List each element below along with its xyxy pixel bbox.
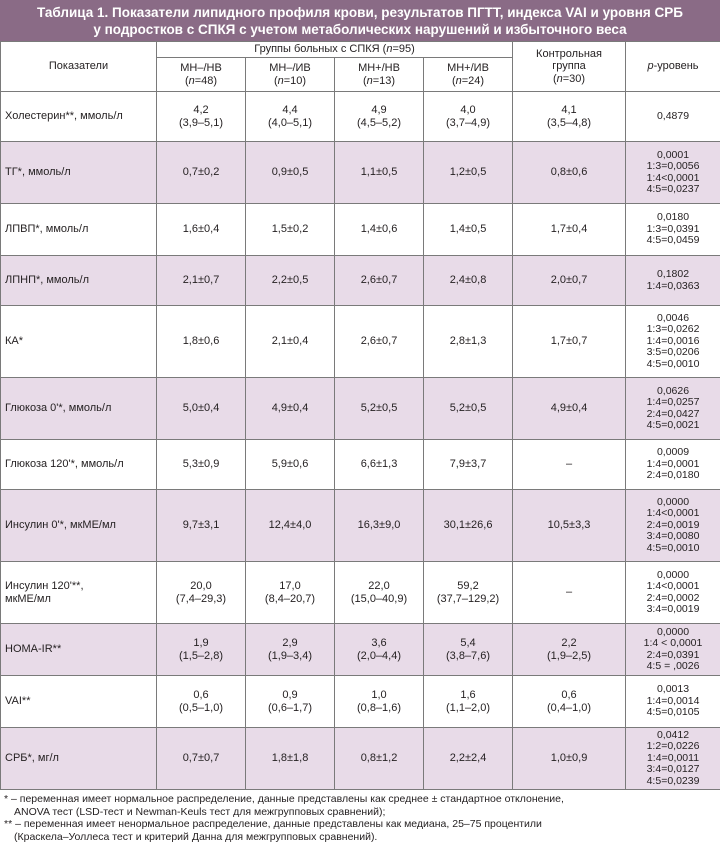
- cell-c5: –: [513, 562, 626, 624]
- cell-c2: 4,4 (4,0–5,1): [246, 92, 335, 142]
- cell-c1: 5,3±0,9: [157, 440, 246, 490]
- footnote-2-line-1: ** – переменная имеет ненормальное распределение, данные представлены как медиана, 25–75 процентили: [4, 818, 542, 830]
- cell-c2: 0,9±0,5: [246, 142, 335, 204]
- cell-c3: 22,0 (15,0–40,9): [335, 562, 424, 624]
- header-control: Контрольная группа (n=30): [513, 42, 626, 92]
- cell-p-value: 0,0626 1:4=0,0257 2:4=0,0427 4:5=0,0021: [626, 378, 720, 440]
- table-row: [1, 728, 720, 790]
- cell-p-value: 0,0046 1:3=0,0262 1:4=0,0016 3:5=0,0206 4:5=0,0010: [626, 306, 720, 378]
- row-param-label: Инсулин 0'*, мкМЕ/мл: [1, 490, 157, 562]
- cell-c5: 10,5±3,3: [513, 490, 626, 562]
- cell-c4: 5,4 (3,8–7,6): [424, 624, 513, 676]
- cell-c1: 0,6 (0,5–1,0): [157, 676, 246, 728]
- cell-c2: 0,9 (0,6–1,7): [246, 676, 335, 728]
- header-param: Показатели: [1, 42, 157, 92]
- cell-c4: 1,6 (1,1–2,0): [424, 676, 513, 728]
- table-row: [1, 562, 720, 624]
- cell-c4: 2,4±0,8: [424, 256, 513, 306]
- header-col-1: МН–/НВ (n=48): [157, 58, 246, 92]
- cell-c5: 0,8±0,6: [513, 142, 626, 204]
- row-param-label: ЛПВП*, ммоль/л: [1, 204, 157, 256]
- cell-c4: 5,2±0,5: [424, 378, 513, 440]
- cell-c4: 1,4±0,5: [424, 204, 513, 256]
- cell-c5: 1,7±0,4: [513, 204, 626, 256]
- header-groups: Группы больных с СПКЯ (n=95): [157, 42, 513, 58]
- cell-c3: 1,0 (0,8–1,6): [335, 676, 424, 728]
- table-row: [1, 142, 720, 204]
- table-row: [1, 676, 720, 728]
- cell-c1: 20,0 (7,4–29,3): [157, 562, 246, 624]
- cell-c1: 9,7±3,1: [157, 490, 246, 562]
- row-param-label: Инсулин 120'**, мкМЕ/мл: [1, 562, 157, 624]
- row-param-label: ТГ*, ммоль/л: [1, 142, 157, 204]
- table-title: [0, 0, 720, 41]
- footnotes: [0, 790, 720, 843]
- cell-p-value: 0,4879: [626, 92, 720, 142]
- table-title-line-2: у подростков с СПКЯ с учетом метаболических нарушений и избыточного веса: [93, 22, 627, 37]
- cell-p-value: 0,0013 1:4=0,0014 4:5=0,0105: [626, 676, 720, 728]
- table-row: [1, 490, 720, 562]
- row-param-label: Холестерин**, ммоль/л: [1, 92, 157, 142]
- row-param-label: СРБ*, мг/л: [1, 728, 157, 790]
- cell-c3: 2,6±0,7: [335, 256, 424, 306]
- cell-c2: 1,5±0,2: [246, 204, 335, 256]
- cell-p-value: 0,0000 1:4 < 0,0001 2:4=0,0391 4:5 = ,0026: [626, 624, 720, 676]
- cell-c2: 2,9 (1,9–3,4): [246, 624, 335, 676]
- table-title-line-1: Таблица 1. Показатели липидного профиля крови, результатов ПГТТ, индекса VAI и уровня СРБ: [37, 5, 683, 20]
- row-param-label: Глюкоза 0'*, ммоль/л: [1, 378, 157, 440]
- cell-c1: 5,0±0,4: [157, 378, 246, 440]
- table-row: [1, 624, 720, 676]
- header-col-4: МН+/ИВ (n=24): [424, 58, 513, 92]
- cell-c5: 1,7±0,7: [513, 306, 626, 378]
- row-param-label: ЛПНП*, ммоль/л: [1, 256, 157, 306]
- cell-c5: 4,1 (3,5–4,8): [513, 92, 626, 142]
- cell-p-value: 0,0000 1:4<0,0001 2:4=0,0019 3:4=0,0080 4:5=0,0010: [626, 490, 720, 562]
- row-param-label: HOMA-IR**: [1, 624, 157, 676]
- cell-c3: 6,6±1,3: [335, 440, 424, 490]
- footnote-1-line-1: * – переменная имеет нормальное распределение, данные представлены как среднее ± стандартное отклонение,: [4, 793, 564, 805]
- cell-c1: 1,6±0,4: [157, 204, 246, 256]
- table-row: [1, 204, 720, 256]
- cell-c1: 1,9 (1,5–2,8): [157, 624, 246, 676]
- cell-c4: 7,9±3,7: [424, 440, 513, 490]
- footnote-1-line-2: ANOVA тест (LSD-тест и Newman-Keuls тест для межгрупповых сравнений);: [14, 805, 386, 818]
- cell-p-value: 0,0001 1:3=0,0056 1:4<0,0001 4:5=0,0237: [626, 142, 720, 204]
- cell-c3: 2,6±0,7: [335, 306, 424, 378]
- table-row: [1, 306, 720, 378]
- cell-c4: 2,2±2,4: [424, 728, 513, 790]
- cell-c3: 4,9 (4,5–5,2): [335, 92, 424, 142]
- cell-c4: 1,2±0,5: [424, 142, 513, 204]
- cell-p-value: 0,1802 1:4=0,0363: [626, 256, 720, 306]
- cell-p-value: 0,0412 1:2=0,0226 1:4=0,0011 3:4=0,0127 4:5=0,0239: [626, 728, 720, 790]
- cell-c4: 2,8±1,3: [424, 306, 513, 378]
- cell-c4: 59,2 (37,7–129,2): [424, 562, 513, 624]
- header-col-2: МН–/ИВ (n=10): [246, 58, 335, 92]
- cell-c2: 4,9±0,4: [246, 378, 335, 440]
- cell-c2: 12,4±4,0: [246, 490, 335, 562]
- cell-p-value: 0,0000 1:4<0,0001 2:4=0,0002 3:4=0,0019: [626, 562, 720, 624]
- row-param-label: Глюкоза 120'*, ммоль/л: [1, 440, 157, 490]
- cell-c2: 17,0 (8,4–20,7): [246, 562, 335, 624]
- header-p-level: p-уровень: [626, 42, 720, 92]
- cell-c1: 2,1±0,7: [157, 256, 246, 306]
- cell-c2: 1,8±1,8: [246, 728, 335, 790]
- table-row: [1, 256, 720, 306]
- data-table: [0, 41, 720, 790]
- cell-c1: 0,7±0,2: [157, 142, 246, 204]
- cell-c1: 4,2 (3,9–5,1): [157, 92, 246, 142]
- header-col-3: МН+/НВ (n=13): [335, 58, 424, 92]
- cell-p-value: 0,0180 1:3=0,0391 4:5=0,0459: [626, 204, 720, 256]
- cell-c5: –: [513, 440, 626, 490]
- cell-c3: 0,8±1,2: [335, 728, 424, 790]
- cell-c1: 1,8±0,6: [157, 306, 246, 378]
- table-row: [1, 378, 720, 440]
- cell-c3: 1,4±0,6: [335, 204, 424, 256]
- table-row: [1, 440, 720, 490]
- cell-c3: 16,3±9,0: [335, 490, 424, 562]
- cell-c2: 2,2±0,5: [246, 256, 335, 306]
- cell-c5: 2,2 (1,9–2,5): [513, 624, 626, 676]
- cell-c5: 1,0±0,9: [513, 728, 626, 790]
- cell-c4: 4,0 (3,7–4,9): [424, 92, 513, 142]
- cell-c5: 0,6 (0,4–1,0): [513, 676, 626, 728]
- footnote-2-line-2: (Краскела–Уоллеса тест и критерий Данна для межгрупповых сравнений).: [14, 830, 378, 843]
- cell-c4: 30,1±26,6: [424, 490, 513, 562]
- cell-c5: 4,9±0,4: [513, 378, 626, 440]
- cell-c1: 0,7±0,7: [157, 728, 246, 790]
- cell-c5: 2,0±0,7: [513, 256, 626, 306]
- row-param-label: КА*: [1, 306, 157, 378]
- cell-c3: 3,6 (2,0–4,4): [335, 624, 424, 676]
- table-row: [1, 92, 720, 142]
- cell-c2: 5,9±0,6: [246, 440, 335, 490]
- cell-c3: 5,2±0,5: [335, 378, 424, 440]
- cell-p-value: 0,0009 1:4=0,0001 2:4=0,0180: [626, 440, 720, 490]
- cell-c3: 1,1±0,5: [335, 142, 424, 204]
- row-param-label: VAI**: [1, 676, 157, 728]
- cell-c2: 2,1±0,4: [246, 306, 335, 378]
